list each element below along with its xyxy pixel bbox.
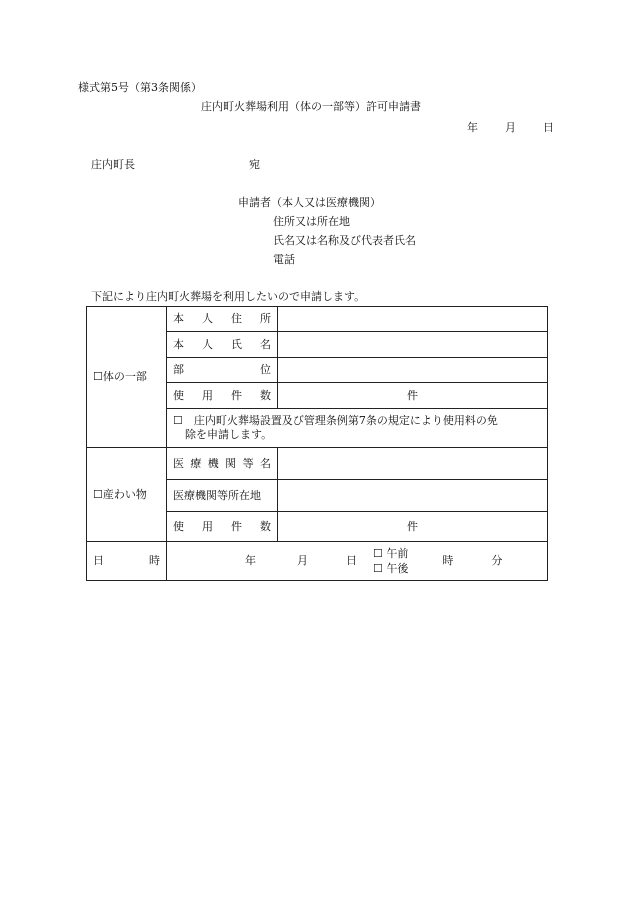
label-char: 日: [93, 554, 104, 567]
owner-name-field[interactable]: [278, 332, 548, 358]
body-part-count-field[interactable]: [278, 383, 548, 409]
applicant-heading: 申請者（本人又は医療機関）: [238, 196, 381, 209]
label-char: 氏: [231, 337, 242, 351]
label-char: 部: [173, 363, 184, 376]
addressee-name: 庄内町長: [91, 158, 135, 171]
label-char: 時: [149, 554, 160, 567]
label-char: 人: [202, 312, 213, 325]
label-char: 件: [231, 519, 242, 533]
label-char: 本: [173, 337, 184, 351]
date-day: 日: [543, 121, 554, 134]
count-unit: 件: [407, 519, 418, 533]
label-char: 住: [231, 312, 242, 325]
datetime-day: 日: [346, 554, 357, 567]
owner-address-label: [167, 307, 278, 332]
intro-text: 下記により庄内町火葬場を利用したいので申請します。: [91, 290, 366, 303]
fee-exemption-line-2: 除を申請します。: [185, 428, 273, 441]
form-number: 様式第5号（第3条関係）: [78, 81, 202, 94]
fee-exemption-checkbox[interactable]: [167, 409, 548, 448]
label-char: 使: [173, 519, 184, 533]
applicant-phone-label: 電話: [273, 253, 295, 266]
waste-count-field[interactable]: [278, 512, 548, 542]
am-checkbox[interactable]: ☐ 午前: [373, 547, 409, 560]
applicant-address-label: 住所又は所在地: [273, 215, 350, 228]
label-char: 名: [260, 337, 271, 351]
count-unit: 件: [407, 388, 418, 402]
owner-address-field[interactable]: [278, 307, 548, 332]
waste-count-label: [167, 512, 278, 542]
date-month: 月: [505, 121, 516, 134]
owner-name-label: [167, 332, 278, 358]
label-char: 用: [202, 388, 213, 402]
date-year: 年: [467, 121, 478, 134]
label-char: 関: [225, 456, 237, 470]
body-part-category-label: ☐体の一部: [93, 370, 147, 383]
body-part-count-label: [167, 383, 278, 409]
pm-checkbox[interactable]: ☐ 午後: [373, 562, 409, 575]
datetime-label: [87, 542, 167, 581]
applicant-name-label: 氏名又は名称及び代表者氏名: [273, 234, 416, 247]
label-char: 療: [190, 456, 202, 470]
institution-address-label: 医療機関等所在地: [167, 480, 278, 512]
datetime-hour: 時: [442, 554, 454, 567]
label-char: 数: [260, 388, 271, 402]
label-char: 用: [202, 519, 213, 533]
label-char: 名: [259, 456, 271, 470]
label-char: 件: [231, 388, 242, 402]
label-char: 等: [242, 456, 254, 470]
waste-category-label: ☐産わい物: [93, 487, 147, 501]
addressee-suffix: 宛: [249, 158, 260, 171]
label-char: 所: [260, 312, 271, 325]
datetime-year: 年: [245, 554, 256, 567]
institution-address-field[interactable]: [278, 480, 548, 512]
page-title: 庄内町火葬場利用（体の一部等）許可申請書: [201, 100, 421, 113]
label-char: 本: [173, 312, 184, 325]
body-part-category: [87, 307, 167, 448]
label-char: 使: [173, 388, 184, 402]
label-char: 機: [207, 456, 219, 470]
waste-category: [87, 448, 167, 542]
institution-name-label: [167, 448, 278, 480]
body-part-location-field[interactable]: [278, 358, 548, 383]
institution-name-field[interactable]: [278, 448, 548, 480]
datetime-field[interactable]: [167, 542, 548, 581]
application-table: [86, 306, 548, 581]
body-part-location-label: [167, 358, 278, 383]
datetime-month: 月: [297, 554, 308, 567]
fee-exemption-line-1: ☐ 庄内町火葬場設置及び管理条例第7条の規定により使用料の免: [173, 414, 498, 427]
label-char: 人: [202, 337, 213, 351]
datetime-minute: 分: [491, 554, 503, 567]
label-char: 数: [260, 519, 271, 533]
label-char: 位: [260, 363, 271, 376]
label-char: 医: [173, 456, 184, 470]
